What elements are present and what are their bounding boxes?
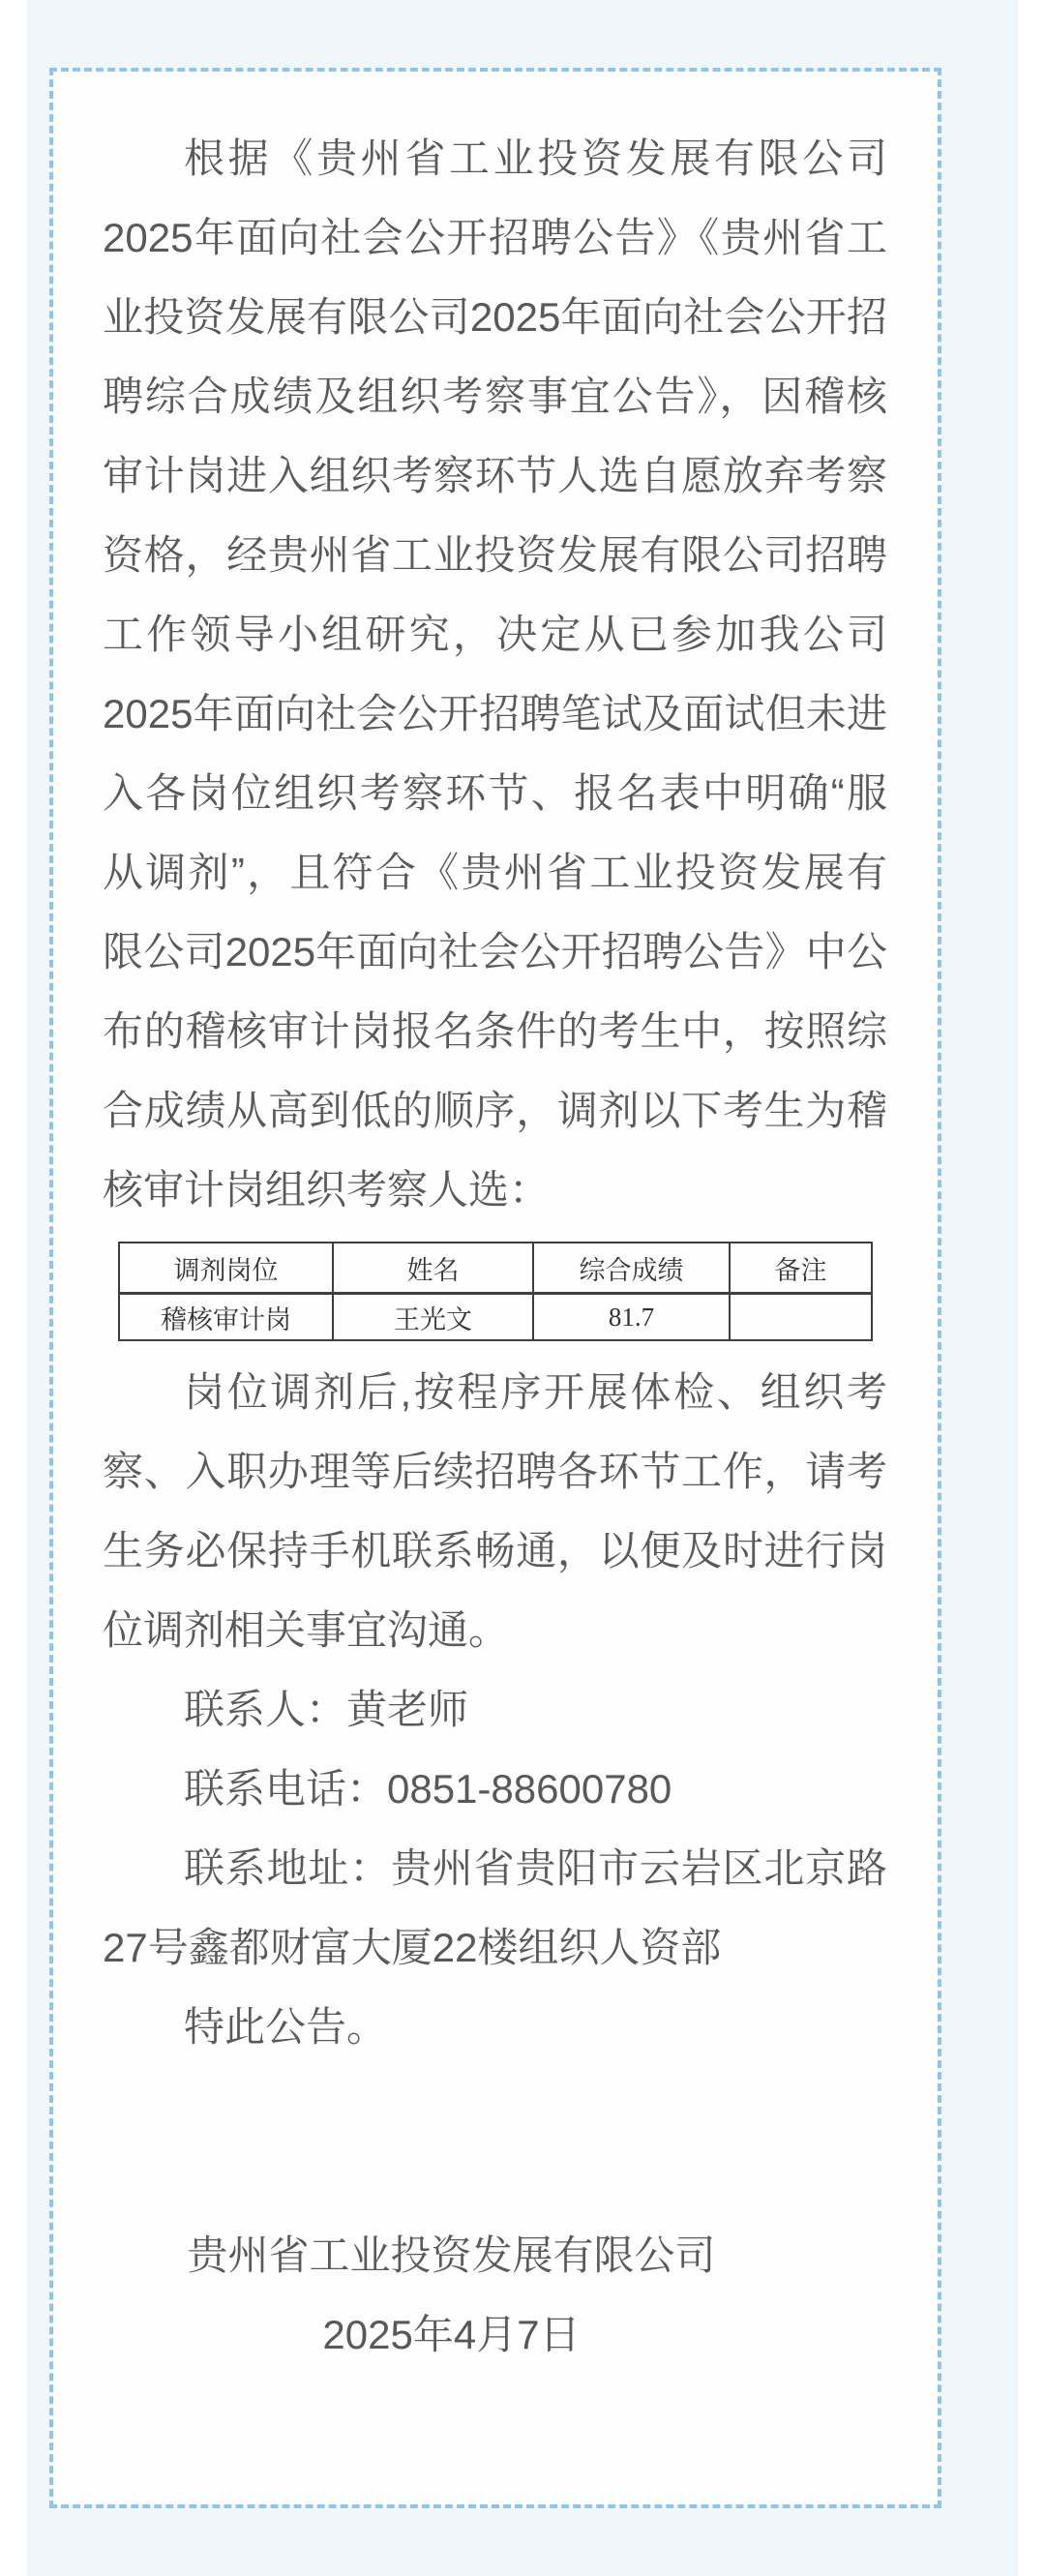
paragraph-follow-up-process: 岗位调剂后,按程序开展体检、组织考察、入职办理等后续招聘各环节工作，请考生务必保持手机联系畅通，以便及时进行岗位调剂相关事宜沟通。 (103, 1369, 887, 1653)
transfer-candidate-table (118, 1242, 873, 1341)
contact-phone-line: 联系电话：0851-88600780 (184, 1766, 672, 1812)
signature-block (103, 2216, 887, 2375)
header-composite-score: 综合成绩 (533, 1243, 730, 1294)
closing-line: 特此公告。 (184, 2004, 388, 2050)
contact-address-line: 联系地址：贵州省贵阳市云岩区北京路27号鑫都财富大厦22楼组织人资部 (103, 1845, 887, 1970)
cell-transfer-position: 稽核审计岗 (119, 1294, 333, 1341)
cell-composite-score: 81.7 (533, 1294, 730, 1341)
company-signature: 贵州省工业投资发展有限公司 (187, 2232, 716, 2278)
cell-name: 王光文 (333, 1294, 533, 1341)
contact-person-line: 联系人：黄老师 (184, 1687, 469, 1732)
announcement-date: 2025年4月7日 (322, 2312, 581, 2357)
table-row (119, 1294, 872, 1341)
header-transfer-position: 调剂岗位 (119, 1243, 333, 1294)
header-name: 姓名 (333, 1243, 533, 1294)
header-remarks: 备注 (730, 1243, 872, 1294)
cell-remarks (730, 1294, 872, 1341)
table-header-row (119, 1243, 872, 1294)
paragraph-recruitment-basis: 根据《贵州省工业投资发展有限公司2025年面向社会公开招聘公告》《贵州省工业投资发展有限公司2025年面向社会公开招聘综合成绩及组织考察事宜公告》，因稽核审计岗进入组织考察环节人选自愿放弃考察资格，经贵州省工业投资发展有限公司招聘工作领导小组研究，决定从已参加我公司2025年面向社会公开招聘笔试及面试但未进入各岗位组织考察环节、报名表中明确“服从调剂”，且符合《贵州省工业投资发展有限公司2025年面向社会公开招聘公告》中公布的稽核审计岗报名条件的考生中，按照综合成绩从高到低的顺序，调剂以下考生为稽核审计岗组织考察人选： (103, 135, 887, 1213)
announcement-content-box (49, 68, 941, 2508)
